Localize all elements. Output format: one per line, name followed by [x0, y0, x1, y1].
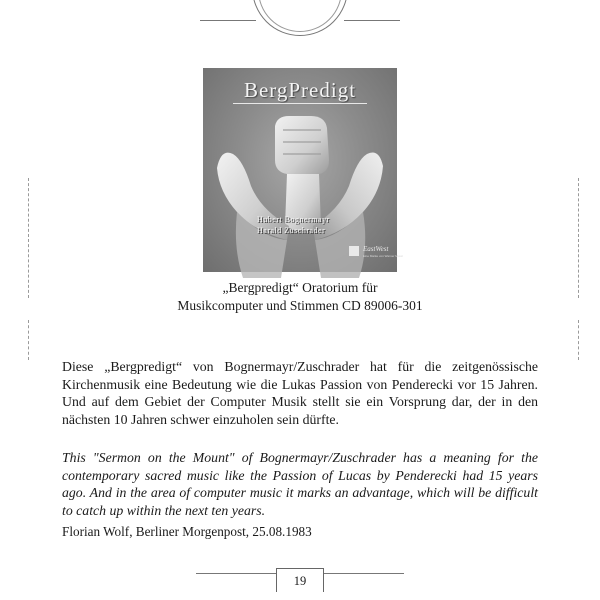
cover-title: BergPredigt — [243, 78, 357, 102]
caption-line-2: Musikcomputer und Stimmen CD 89006-301 — [177, 298, 423, 313]
left-dashed-guide-lower — [28, 320, 29, 360]
caption-line-1: „Bergpredigt“ Oratorium für — [222, 280, 378, 295]
footer-rule-left — [196, 573, 276, 574]
cover-title-underline — [233, 103, 367, 104]
record-label-square-logo — [349, 246, 359, 256]
page-number: 19 — [293, 574, 307, 588]
record-label-subtext: Eine Marke von Warner Music — [363, 254, 404, 258]
top-rule-left — [200, 20, 256, 21]
cover-composers — [257, 214, 357, 236]
footer-rule-right — [324, 573, 404, 574]
top-arc-inner-decoration — [258, 0, 342, 32]
right-dashed-guide-upper — [578, 178, 579, 298]
review-german-paragraph: Diese „Bergpredigt“ von Bognermayr/Zuschrader hat für die zeitgenössische Kirchenmusik eine Bedeutung wie die Lukas Passion von Penderecki vor 15 Jahren. Und auf dem Gebiet der Computer Musik stellt sie ein Vorsprung dar, der in den nächsten 10 Jahren schwer einzuholen sein dürfte. — [62, 359, 538, 427]
review-source: Florian Wolf, Berliner Morgenpost, 25.08.1983 — [62, 524, 312, 539]
review-english-paragraph: This "Sermon on the Mount" of Bognermayr/Zuschrader has a meaning for the contemporary sacred music like the Passion of Lucas by Penderecki had 15 years ago. And in the area of computer music it marks an advantage, which will be difficult to catch up within the next ten years. — [62, 450, 538, 518]
album-cover — [203, 68, 404, 272]
cover-composer-2: Harald Zuschrader — [257, 226, 326, 235]
right-dashed-guide-lower — [578, 320, 579, 360]
cover-caption — [130, 279, 470, 315]
cover-composer-1: Hubert Bognermayr — [257, 215, 330, 224]
record-label-logo: EastWest — [363, 245, 389, 253]
left-dashed-guide-upper — [28, 178, 29, 298]
top-rule-right — [344, 20, 400, 21]
